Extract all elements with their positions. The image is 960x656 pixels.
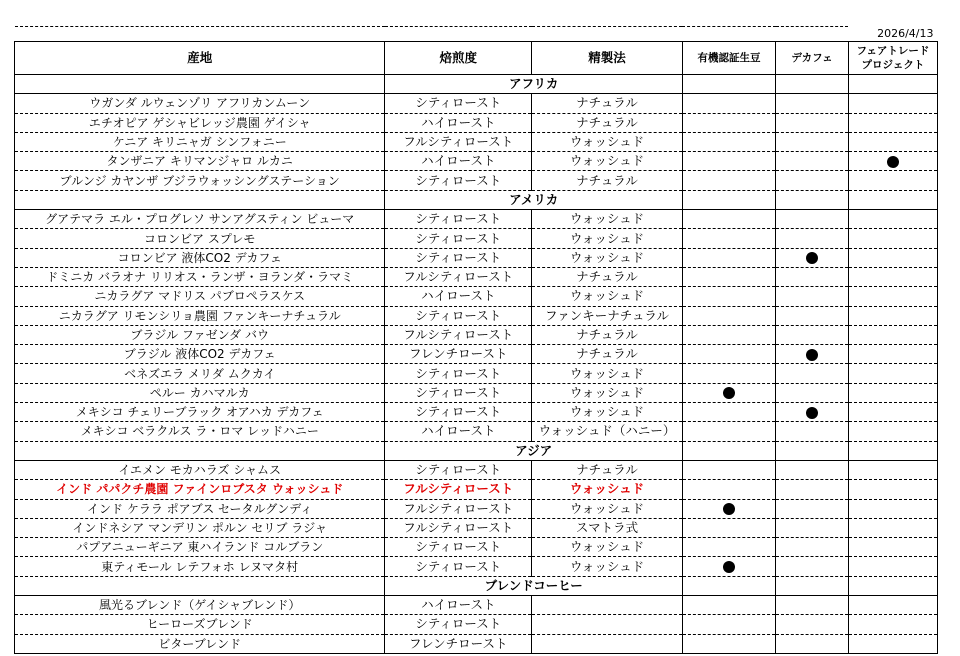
- process-cell: ウォッシュド: [532, 152, 683, 171]
- table-row: [15, 306, 938, 325]
- roast-cell: フレンチロースト: [385, 634, 532, 653]
- table-row: [15, 460, 938, 479]
- decaf-mark-cell: [776, 267, 849, 286]
- decaf-mark-cell: [776, 210, 849, 229]
- process-cell: ウォッシュド: [532, 403, 683, 422]
- decaf-mark-cell: [776, 596, 849, 615]
- organic-mark-cell: [682, 132, 775, 151]
- origin-cell: ドミニカ バラオナ リリオス・ランザ・ヨランダ・ラマミ: [15, 267, 385, 286]
- origin-cell: ビターブレンド: [15, 634, 385, 653]
- process-cell: ウォッシュド: [532, 480, 683, 499]
- fairtrade-mark-cell: [848, 94, 937, 113]
- origin-cell: タンザニア キリマンジャロ ルカニ: [15, 152, 385, 171]
- origin-cell: 風光るブレンド（ゲイシャブレンド）: [15, 596, 385, 615]
- decaf-mark-dot-icon: [806, 349, 818, 361]
- organic-mark-cell: [682, 480, 775, 499]
- organic-mark-cell: [682, 460, 775, 479]
- origin-cell: メキシコ ベラクルス ラ・ロマ レッドハニー: [15, 422, 385, 441]
- origin-cell: ヒーローズブレンド: [15, 615, 385, 634]
- organic-mark-cell: [682, 615, 775, 634]
- process-cell: ファンキーナチュラル: [532, 306, 683, 325]
- table-row: [15, 499, 938, 518]
- origin-cell: メキシコ チェリーブラック オアハカ デカフェ: [15, 403, 385, 422]
- section-label: [15, 75, 385, 94]
- roast-cell: シティロースト: [385, 364, 532, 383]
- process-cell: ナチュラル: [532, 345, 683, 364]
- table-row: [15, 267, 938, 286]
- fairtrade-mark-cell: [848, 422, 937, 441]
- decaf-mark-cell: [776, 422, 849, 441]
- roast-cell: シティロースト: [385, 538, 532, 557]
- table-row: [15, 345, 938, 364]
- section-title: ブレンドコーヒー: [385, 576, 683, 595]
- process-cell: ナチュラル: [532, 113, 683, 132]
- organic-mark-cell: [682, 267, 775, 286]
- table-row: [15, 171, 938, 190]
- section-row: [15, 441, 938, 460]
- decaf-mark-cell: [776, 306, 849, 325]
- organic-mark-cell: [682, 499, 775, 518]
- roast-cell: フルシティロースト: [385, 132, 532, 151]
- fairtrade-mark-cell: [848, 634, 937, 653]
- decaf-mark-cell: [776, 480, 849, 499]
- fairtrade-mark-dot-icon: [887, 156, 899, 168]
- roast-cell: ハイロースト: [385, 596, 532, 615]
- roast-cell: ハイロースト: [385, 113, 532, 132]
- origin-cell: ニカラグア マドリス パブロペラスケス: [15, 287, 385, 306]
- roast-cell: ハイロースト: [385, 287, 532, 306]
- process-cell: ナチュラル: [532, 460, 683, 479]
- process-cell: ウォッシュド（ハニー）: [532, 422, 683, 441]
- header-organic: 有機認証生豆: [682, 42, 775, 75]
- table-row: [15, 229, 938, 248]
- organic-mark-cell: [682, 383, 775, 402]
- fairtrade-mark-cell: [848, 403, 937, 422]
- decaf-mark-cell: [776, 132, 849, 151]
- organic-mark-cell: [682, 229, 775, 248]
- fairtrade-mark-cell: [848, 171, 937, 190]
- section-label: [15, 441, 385, 460]
- decaf-mark-cell: [776, 287, 849, 306]
- table-body: [15, 27, 938, 654]
- process-cell: ウォッシュド: [532, 287, 683, 306]
- process-cell: ナチュラル: [532, 94, 683, 113]
- header-fairtrade: フェアトレード プロジェクト: [848, 42, 937, 75]
- table-row: [15, 364, 938, 383]
- fairtrade-mark-cell: [848, 383, 937, 402]
- process-cell: ウォッシュド: [532, 364, 683, 383]
- fairtrade-mark-cell: [848, 480, 937, 499]
- organic-mark-cell: [682, 518, 775, 537]
- decaf-mark-cell: [776, 460, 849, 479]
- table-row: [15, 94, 938, 113]
- organic-mark-cell: [682, 403, 775, 422]
- roast-cell: フルシティロースト: [385, 267, 532, 286]
- header-origin: 産地: [15, 42, 385, 75]
- fairtrade-mark-cell: [848, 518, 937, 537]
- origin-cell: グアテマラ エル・プログレソ サンアグスティン ビューマ: [15, 210, 385, 229]
- section-row: [15, 190, 938, 209]
- process-cell: スマトラ式: [532, 518, 683, 537]
- decaf-mark-cell: [776, 248, 849, 267]
- roast-cell: シティロースト: [385, 460, 532, 479]
- organic-mark-cell: [682, 306, 775, 325]
- decaf-mark-cell: [776, 557, 849, 576]
- organic-mark-dot-icon: [723, 561, 735, 573]
- section-label: [15, 190, 385, 209]
- process-cell: ウォッシュド: [532, 248, 683, 267]
- organic-mark-cell: [682, 94, 775, 113]
- table-row: [15, 538, 938, 557]
- process-cell: ウォッシュド: [532, 132, 683, 151]
- decaf-mark-cell: [776, 518, 849, 537]
- organic-mark-cell: [682, 287, 775, 306]
- section-title: アジア: [385, 441, 683, 460]
- organic-mark-cell: [682, 634, 775, 653]
- table-row: [15, 634, 938, 653]
- table-row: [15, 615, 938, 634]
- section-title: アメリカ: [385, 190, 683, 209]
- process-cell: ウォッシュド: [532, 538, 683, 557]
- roast-cell: ハイロースト: [385, 152, 532, 171]
- decaf-mark-cell: [776, 499, 849, 518]
- roast-cell: フレンチロースト: [385, 345, 532, 364]
- table-row: [15, 325, 938, 344]
- header-row: [15, 42, 938, 75]
- fairtrade-mark-cell: [848, 287, 937, 306]
- fairtrade-mark-cell: [848, 229, 937, 248]
- origin-cell: ケニア キリニャガ シンフォニー: [15, 132, 385, 151]
- roast-cell: フルシティロースト: [385, 480, 532, 499]
- organic-mark-cell: [682, 364, 775, 383]
- process-cell: ナチュラル: [532, 325, 683, 344]
- table-row: [15, 557, 938, 576]
- fairtrade-mark-cell: [848, 557, 937, 576]
- origin-cell: ペルー カハマルカ: [15, 383, 385, 402]
- organic-mark-cell: [682, 152, 775, 171]
- fairtrade-mark-cell: [848, 152, 937, 171]
- decaf-mark-cell: [776, 113, 849, 132]
- fairtrade-mark-cell: [848, 364, 937, 383]
- fairtrade-mark-cell: [848, 210, 937, 229]
- header-process: 精製法: [532, 42, 683, 75]
- roast-cell: シティロースト: [385, 248, 532, 267]
- origin-cell: イエメン モカハラズ シャムス: [15, 460, 385, 479]
- roast-cell: シティロースト: [385, 403, 532, 422]
- decaf-mark-dot-icon: [806, 252, 818, 264]
- roast-cell: シティロースト: [385, 383, 532, 402]
- process-cell: ウォッシュド: [532, 229, 683, 248]
- roast-cell: シティロースト: [385, 615, 532, 634]
- origin-cell: コロンビア スプレモ: [15, 229, 385, 248]
- roast-cell: フルシティロースト: [385, 325, 532, 344]
- origin-cell: インド パパクチ農園 ファインロブスタ ウォッシュド: [15, 480, 385, 499]
- roast-cell: ハイロースト: [385, 422, 532, 441]
- roast-cell: フルシティロースト: [385, 518, 532, 537]
- roast-cell: シティロースト: [385, 306, 532, 325]
- table-row: [15, 422, 938, 441]
- fairtrade-mark-cell: [848, 460, 937, 479]
- roast-cell: シティロースト: [385, 94, 532, 113]
- process-cell: [532, 615, 683, 634]
- process-cell: [532, 634, 683, 653]
- fairtrade-mark-cell: [848, 113, 937, 132]
- decaf-mark-cell: [776, 229, 849, 248]
- fairtrade-mark-cell: [848, 538, 937, 557]
- decaf-mark-cell: [776, 345, 849, 364]
- origin-cell: ブラジル 液体CO2 デカフェ: [15, 345, 385, 364]
- process-cell: ウォッシュド: [532, 557, 683, 576]
- roast-cell: フルシティロースト: [385, 499, 532, 518]
- fairtrade-mark-cell: [848, 325, 937, 344]
- roast-cell: シティロースト: [385, 557, 532, 576]
- fairtrade-mark-cell: [848, 596, 937, 615]
- decaf-mark-cell: [776, 171, 849, 190]
- fairtrade-mark-cell: [848, 267, 937, 286]
- organic-mark-dot-icon: [723, 387, 735, 399]
- process-cell: ウォッシュド: [532, 210, 683, 229]
- fairtrade-mark-cell: [848, 345, 937, 364]
- origin-cell: インドネシア マンデリン ポルン セリブ ラジャ: [15, 518, 385, 537]
- origin-cell: ウガンダ ルウェンゾリ アフリカンムーン: [15, 94, 385, 113]
- decaf-mark-cell: [776, 383, 849, 402]
- date-row: [15, 27, 938, 42]
- origin-cell: ベネズエラ メリダ ムクカイ: [15, 364, 385, 383]
- fairtrade-mark-cell: [848, 132, 937, 151]
- origin-cell: インド ケララ ポアブス セータルグンディ: [15, 499, 385, 518]
- decaf-mark-cell: [776, 94, 849, 113]
- table-row: [15, 210, 938, 229]
- origin-cell: コロンビア 液体CO2 デカフェ: [15, 248, 385, 267]
- decaf-mark-cell: [776, 325, 849, 344]
- table-row: [15, 113, 938, 132]
- fairtrade-mark-cell: [848, 499, 937, 518]
- table-row: [15, 248, 938, 267]
- section-row: [15, 75, 938, 94]
- organic-mark-cell: [682, 596, 775, 615]
- decaf-mark-cell: [776, 403, 849, 422]
- decaf-mark-cell: [776, 152, 849, 171]
- section-label: [15, 576, 385, 595]
- decaf-mark-cell: [776, 615, 849, 634]
- fairtrade-mark-cell: [848, 615, 937, 634]
- organic-mark-cell: [682, 325, 775, 344]
- decaf-mark-cell: [776, 364, 849, 383]
- origin-cell: ブルンジ カヤンザ ブジラウォッシングステーション: [15, 171, 385, 190]
- process-cell: [532, 596, 683, 615]
- origin-cell: エチオピア ゲシャビレッジ農園 ゲイシャ: [15, 113, 385, 132]
- coffee-bean-table: [14, 26, 938, 654]
- decaf-mark-cell: [776, 538, 849, 557]
- print-date: 2026/4/13: [877, 26, 934, 40]
- process-cell: ウォッシュド: [532, 499, 683, 518]
- organic-mark-cell: [682, 210, 775, 229]
- roast-cell: シティロースト: [385, 229, 532, 248]
- table-row: [15, 596, 938, 615]
- organic-mark-cell: [682, 171, 775, 190]
- roast-cell: シティロースト: [385, 210, 532, 229]
- decaf-mark-cell: [776, 634, 849, 653]
- section-row: [15, 576, 938, 595]
- section-title: アフリカ: [385, 75, 683, 94]
- table-row: [15, 480, 938, 499]
- table-row: [15, 132, 938, 151]
- process-cell: ナチュラル: [532, 267, 683, 286]
- origin-cell: ブラジル ファゼンダ バウ: [15, 325, 385, 344]
- origin-cell: ニカラグア リモンシリョ農園 ファンキーナチュラル: [15, 306, 385, 325]
- table-row: [15, 152, 938, 171]
- header-decaf: デカフェ: [776, 42, 849, 75]
- header-roast: 焙煎度: [385, 42, 532, 75]
- fairtrade-mark-cell: [848, 248, 937, 267]
- table-row: [15, 403, 938, 422]
- table-row: [15, 518, 938, 537]
- fairtrade-mark-cell: [848, 306, 937, 325]
- process-cell: ウォッシュド: [532, 383, 683, 402]
- origin-cell: 東ティモール レテフォホ レヌマタ村: [15, 557, 385, 576]
- table-row: [15, 287, 938, 306]
- organic-mark-cell: [682, 345, 775, 364]
- organic-mark-dot-icon: [723, 503, 735, 515]
- origin-cell: パプアニューギニア 東ハイランド コルブラン: [15, 538, 385, 557]
- organic-mark-cell: [682, 248, 775, 267]
- table-row: [15, 383, 938, 402]
- roast-cell: シティロースト: [385, 171, 532, 190]
- organic-mark-cell: [682, 557, 775, 576]
- decaf-mark-dot-icon: [806, 407, 818, 419]
- organic-mark-cell: [682, 113, 775, 132]
- organic-mark-cell: [682, 538, 775, 557]
- organic-mark-cell: [682, 422, 775, 441]
- process-cell: ナチュラル: [532, 171, 683, 190]
